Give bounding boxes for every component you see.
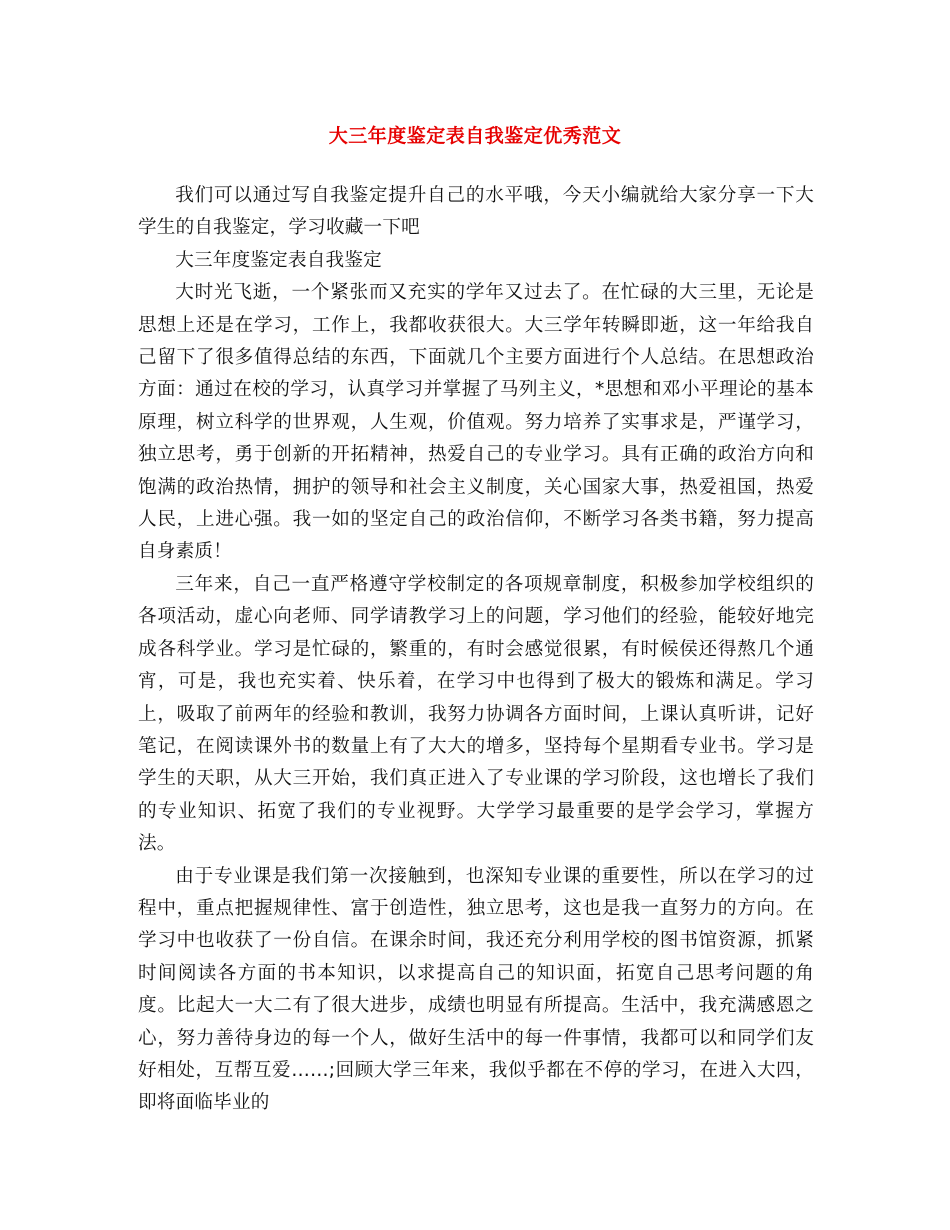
- body-paragraph: 由于专业课是我们第一次接触到，也深知专业课的重要性，所以在学习的过程中，重点把握规律性、富于创造性，独立思考，这也是我一直努力的方向。在学习中也收获了一份自信。在课余时间，我还充分利用学校的图书馆资源，抓紧时间阅读各方面的书本知识，以求提高自己的知识面，拓宽自己思考问题的角度。比起大一大二有了很大进步，成绩也明显有所提高。生活中，我充满感恩之心，努力善待身边的每一个人，做好生活中的每一件事情，我都可以和同学们友好相处，互帮互爱……;回顾大学三年来，我似乎都在不停的学习，在进入大四，即将面临毕业的: [138, 865, 814, 1114]
- section-heading: 大三年度鉴定表自我鉴定: [175, 249, 382, 271]
- document-title: 大三年度鉴定表自我鉴定优秀范文: [328, 125, 622, 147]
- body-paragraph: 大时光飞逝，一个紧张而又充实的学年又过去了。在忙碌的大三里，无论是思想上还是在学习，工作上，我都收获很大。大三学年转瞬即逝，这一年给我自己留下了很多值得总结的东西，下面就几个主要方面进行个人总结。在思想政治方面：通过在校的学习，认真学习并掌握了马列主义，*思想和邓小平理论的基本原理，树立科学的世界观，人生观，价值观。努力培养了实事求是，严谨学习，独立思考，勇于创新的开拓精神，热爱自己的专业学习。具有正确的政治方向和饱满的政治热情，拥护的领导和社会主义制度，关心国家大事，热爱祖国，热爱人民，上进心强。我一如的坚定自己的政治信仰，不断学习各类书籍，努力提高自身素质！: [138, 282, 814, 563]
- document-body: [138, 180, 814, 1120]
- intro-paragraph: 我们可以通过写自我鉴定提升自己的水平哦，今天小编就给大家分享一下大学生的自我鉴定，学习收藏一下吧: [138, 185, 814, 239]
- body-paragraph: 三年来，自己一直严格遵守学校制定的各项规章制度，积极参加学校组织的各项活动，虚心向老师、同学请教学习上的问题，学习他们的经验，能较好地完成各科学业。学习是忙碌的，繁重的，有时会感觉很累，有时候侯还得熬几个通宵，可是，我也充实着、快乐着，在学习中也得到了极大的锻炼和满足。学习上，吸取了前两年的经验和教训，我努力协调各方面时间，上课认真听讲，记好笔记，在阅读课外书的数量上有了大大的增多，坚持每个星期看专业书。学习是学生的天职，从大三开始，我们真正进入了专业课的学习阶段，这也增长了我们的专业知识、拓宽了我们的专业视野。大学学习最重要的是学会学习，掌握方法。: [138, 573, 814, 855]
